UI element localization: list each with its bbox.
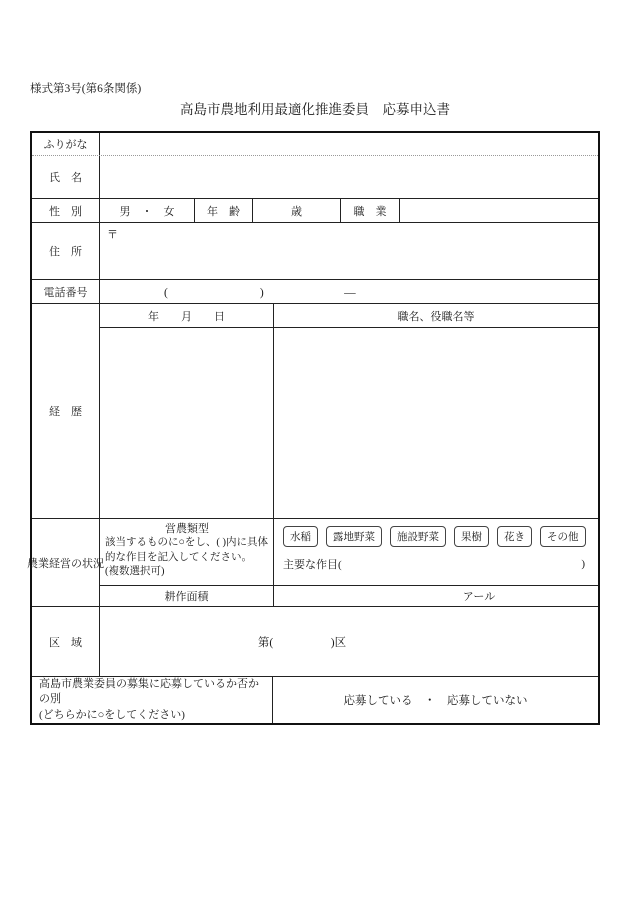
- row-farming-status: [27, 518, 598, 606]
- career-position-header: 職名、役職名等: [273, 304, 598, 327]
- farming-type-note: (複数選択可): [105, 566, 165, 577]
- gender-label: 性 別: [49, 205, 82, 218]
- farming-status-label: 農業経営の状況: [27, 557, 104, 570]
- occupation-input-area[interactable]: [399, 199, 598, 222]
- crop-option-flowers[interactable]: 花き: [497, 526, 532, 547]
- crop-option-fruit-trees[interactable]: 果樹: [454, 526, 489, 547]
- page-title: 高島市農地利用最適化推進委員 応募申込書: [180, 102, 450, 117]
- district-input-area[interactable]: 第( )区: [99, 607, 598, 676]
- main-crop-input-area[interactable]: [274, 556, 598, 572]
- row-name: [32, 155, 598, 198]
- row-prior-application: [32, 676, 598, 723]
- occupation-label: 職 業: [340, 199, 399, 222]
- farming-columns: [99, 519, 598, 606]
- form-number: 様式第3号(第6条関係): [30, 83, 142, 95]
- crop-option-greenhouse-vegetables[interactable]: 施設野菜: [390, 526, 446, 547]
- age-label: 年 齢: [194, 199, 252, 222]
- career-date-header: 年 月 日: [148, 310, 225, 323]
- row-furigana: [32, 133, 598, 155]
- crop-option-open-field-vegetables[interactable]: 露地野菜: [326, 526, 382, 547]
- crop-option-rice[interactable]: 水稲: [283, 526, 318, 547]
- prior-application-options[interactable]: 応募している ・ 応募していない: [272, 677, 598, 723]
- career-position-input-area[interactable]: [273, 328, 598, 518]
- career-columns: [99, 304, 598, 518]
- gender-options[interactable]: 男 ・ 女: [99, 199, 194, 222]
- prior-application-question: [32, 677, 272, 723]
- farming-type-instruction: 該当するものに○をし、( )内に具体的な作目を記入してください。: [105, 537, 268, 563]
- name-label: 氏 名: [49, 172, 82, 184]
- phone-input-area[interactable]: ( ) ―: [99, 280, 598, 303]
- age-input-area[interactable]: 歳: [252, 199, 340, 222]
- career-date-input-area[interactable]: [100, 328, 273, 518]
- crop-selection-cell: [273, 519, 598, 585]
- row-address: [32, 222, 598, 279]
- row-gender-age-occupation: [32, 198, 598, 222]
- prior-application-note: (どちらかに○をしてください): [39, 708, 185, 721]
- farming-type-title: 営農類型: [165, 523, 209, 535]
- district-label: 区 域: [49, 636, 82, 649]
- address-label: 住 所: [49, 246, 82, 258]
- phone-label: 電話番号: [43, 286, 88, 299]
- main-crop-prefix: 主要な作目(: [283, 559, 342, 571]
- cultivated-area-input-area[interactable]: アール: [273, 586, 598, 606]
- career-body-row: [100, 327, 598, 518]
- row-phone: [32, 279, 598, 303]
- crop-options-row: [274, 526, 598, 547]
- row-district: [32, 606, 598, 676]
- cultivated-area-label: 耕作面積: [164, 591, 209, 603]
- prior-application-question-text: 高島市農業委員の募集に応募しているか否かの別: [39, 677, 259, 706]
- address-input-area[interactable]: [99, 223, 598, 279]
- main-crop-suffix: ): [581, 558, 585, 570]
- name-input-area[interactable]: [99, 156, 598, 198]
- farming-type-row: [100, 519, 598, 585]
- furigana-input-area[interactable]: [99, 133, 598, 155]
- crop-option-other[interactable]: その他: [540, 526, 586, 547]
- farming-area-row: [100, 585, 598, 606]
- career-header-row: [100, 304, 598, 327]
- postal-mark-icon: 〒: [107, 229, 118, 241]
- farming-type-cell: [100, 519, 273, 585]
- career-label: 経 歴: [49, 406, 82, 418]
- furigana-label: ふりがな: [43, 139, 88, 151]
- row-career: [32, 303, 598, 518]
- application-form-table: [27, 131, 600, 725]
